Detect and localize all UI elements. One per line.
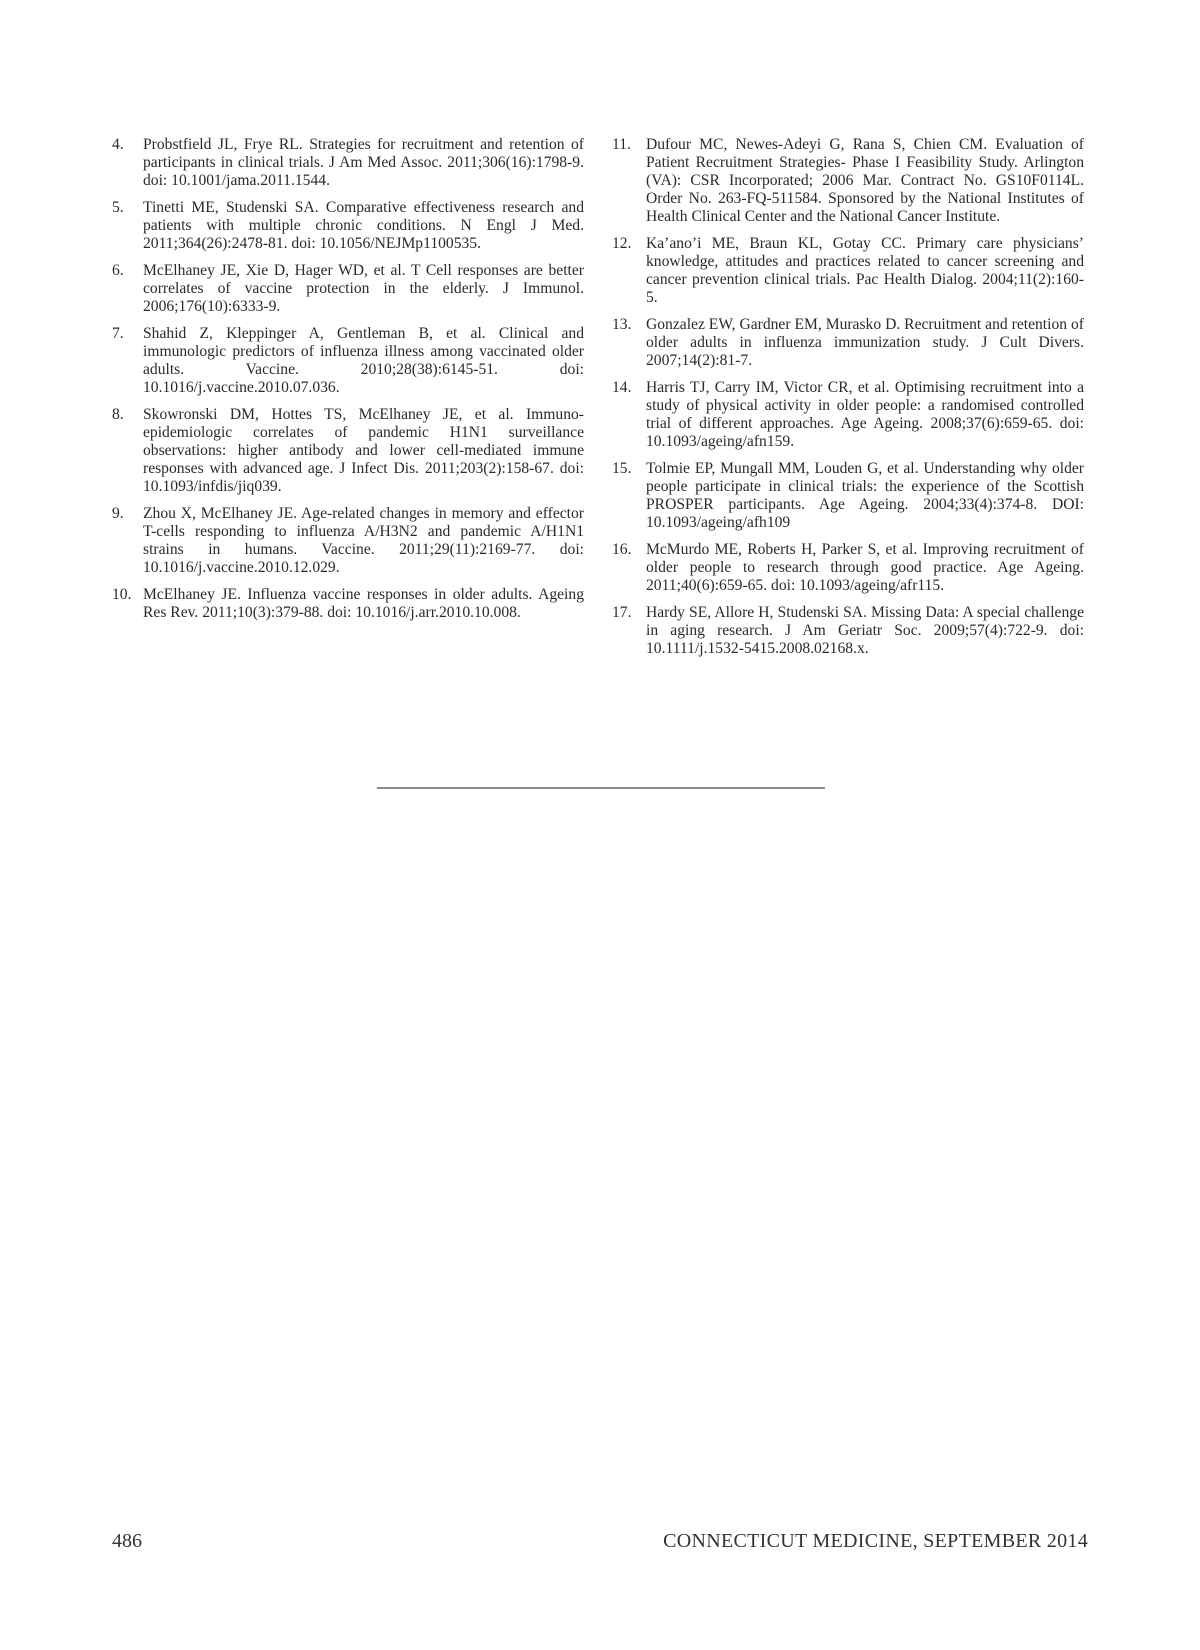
- reference-number: 16.: [612, 541, 632, 558]
- references-column-left: [112, 136, 584, 631]
- reference-number: 8.: [112, 406, 124, 423]
- reference-item: [112, 586, 584, 622]
- reference-item: [112, 325, 584, 397]
- reference-number: 13.: [612, 316, 632, 333]
- reference-text: Tinetti ME, Studenski SA. Comparative effectiveness research and patients with multiple chronic conditions. N Engl J Med. 2011;364(26):2478-81. doi: 10.1056/NEJMp1100535.: [143, 199, 584, 252]
- reference-item: [612, 379, 1084, 451]
- reference-number: 10.: [112, 586, 132, 603]
- reference-text: Hardy SE, Allore H, Studenski SA. Missing Data: A special challenge in aging research. J Am Geriatr Soc. 2009;57(4):722-9. doi: 10.1111/j.1532-5415.2008.02168.x.: [646, 604, 1084, 657]
- reference-text: Shahid Z, Kleppinger A, Gentleman B, et al. Clinical and immunologic predictors of influenza illness among vaccinated older adults. Vaccine. 2010;28(38):6145-51. doi: 10.1016/j.vaccine.2010.07.036.: [143, 325, 584, 396]
- reference-item: [112, 406, 584, 496]
- reference-number: 5.: [112, 199, 124, 216]
- reference-text: McElhaney JE, Xie D, Hager WD, et al. T Cell responses are better correlates of vaccine protection in the elderly. J Immunol. 2006;176(10):6333-9.: [143, 262, 584, 315]
- reference-number: 4.: [112, 136, 124, 153]
- page-number: 486: [112, 1530, 142, 1552]
- reference-text: Gonzalez EW, Gardner EM, Murasko D. Recruitment and retention of older adults in influenza immunization study. J Cult Divers. 2007;14(2):81-7.: [646, 316, 1084, 369]
- section-divider: [377, 787, 825, 789]
- reference-number: 6.: [112, 262, 124, 279]
- reference-item: [612, 235, 1084, 307]
- reference-text: Skowronski DM, Hottes TS, McElhaney JE, et al. Immuno-epidemiologic correlates of pandemic H1N1 surveillance observations: higher antibody and lower cell-mediated immune responses with advanced age. J Infect Dis. 2011;203(2):158-67. doi: 10.1093/infdis/jiq039.: [143, 406, 584, 495]
- reference-text: Tolmie EP, Mungall MM, Louden G, et al. Understanding why older people participate in clinical trials: the experience of the Scottish PROSPER participants. Age Ageing. 2004;33(4):374-8. DOI: 10.1093/ageing/afh109: [646, 460, 1084, 531]
- reference-number: 14.: [612, 379, 632, 396]
- reference-item: [612, 541, 1084, 595]
- reference-item: [612, 136, 1084, 226]
- reference-text: Ka’ano’i ME, Braun KL, Gotay CC. Primary care physicians’ knowledge, attitudes and practices related to cancer screening and cancer prevention clinical trials. Pac Health Dialog. 2004;11(2):160-5.: [646, 235, 1084, 306]
- reference-number: 11.: [612, 136, 631, 153]
- reference-text: Zhou X, McElhaney JE. Age-related changes in memory and effector T-cells responding to influenza A/H3N2 and pandemic A/H1N1 strains in humans. Vaccine. 2011;29(11):2169-77. doi: 10.1016/j.vaccine.2010.12.029.: [143, 505, 584, 576]
- reference-item: [612, 316, 1084, 370]
- reference-item: [612, 604, 1084, 658]
- reference-list-left: [112, 136, 584, 622]
- reference-item: [112, 199, 584, 253]
- reference-text: Harris TJ, Carry IM, Victor CR, et al. Optimising recruitment into a study of physical activity in older people: a randomised controlled trial of different approaches. Age Ageing. 2008;37(6):659-65. doi: 10.1093/ageing/afn159.: [646, 379, 1084, 450]
- reference-number: 7.: [112, 325, 124, 342]
- reference-item: [112, 136, 584, 190]
- reference-number: 9.: [112, 505, 124, 522]
- reference-item: [112, 505, 584, 577]
- reference-text: McMurdo ME, Roberts H, Parker S, et al. Improving recruitment of older people to research through good practice. Age Ageing. 2011;40(6):659-65. doi: 10.1093/ageing/afr115.: [646, 541, 1084, 594]
- reference-list-right: [612, 136, 1084, 658]
- reference-number: 17.: [612, 604, 632, 621]
- reference-text: Dufour MC, Newes-Adeyi G, Rana S, Chien CM. Evaluation of Patient Recruitment Strategies- Phase I Feasibility Study. Arlington (VA): CSR Incorporated; 2006 Mar. Contract No. GS10F0114L. Order No. 263-FQ-511584. Sponsored by the National Institutes of Health Clinical Center and the National Cancer Institute.: [646, 136, 1084, 225]
- references-column-right: [612, 136, 1084, 667]
- reference-number: 15.: [612, 460, 632, 477]
- reference-item: [612, 460, 1084, 532]
- reference-text: McElhaney JE. Influenza vaccine responses in older adults. Ageing Res Rev. 2011;10(3):379-88. doi: 10.1016/j.arr.2010.10.008.: [143, 586, 584, 621]
- reference-item: [112, 262, 584, 316]
- reference-text: Probstfield JL, Frye RL. Strategies for recruitment and retention of participants in clinical trials. J Am Med Assoc. 2011;306(16):1798-9. doi: 10.1001/jama.2011.1544.: [143, 136, 584, 189]
- journal-footer: CONNECTICUT MEDICINE, SEPTEMBER 2014: [663, 1530, 1088, 1552]
- reference-number: 12.: [612, 235, 632, 252]
